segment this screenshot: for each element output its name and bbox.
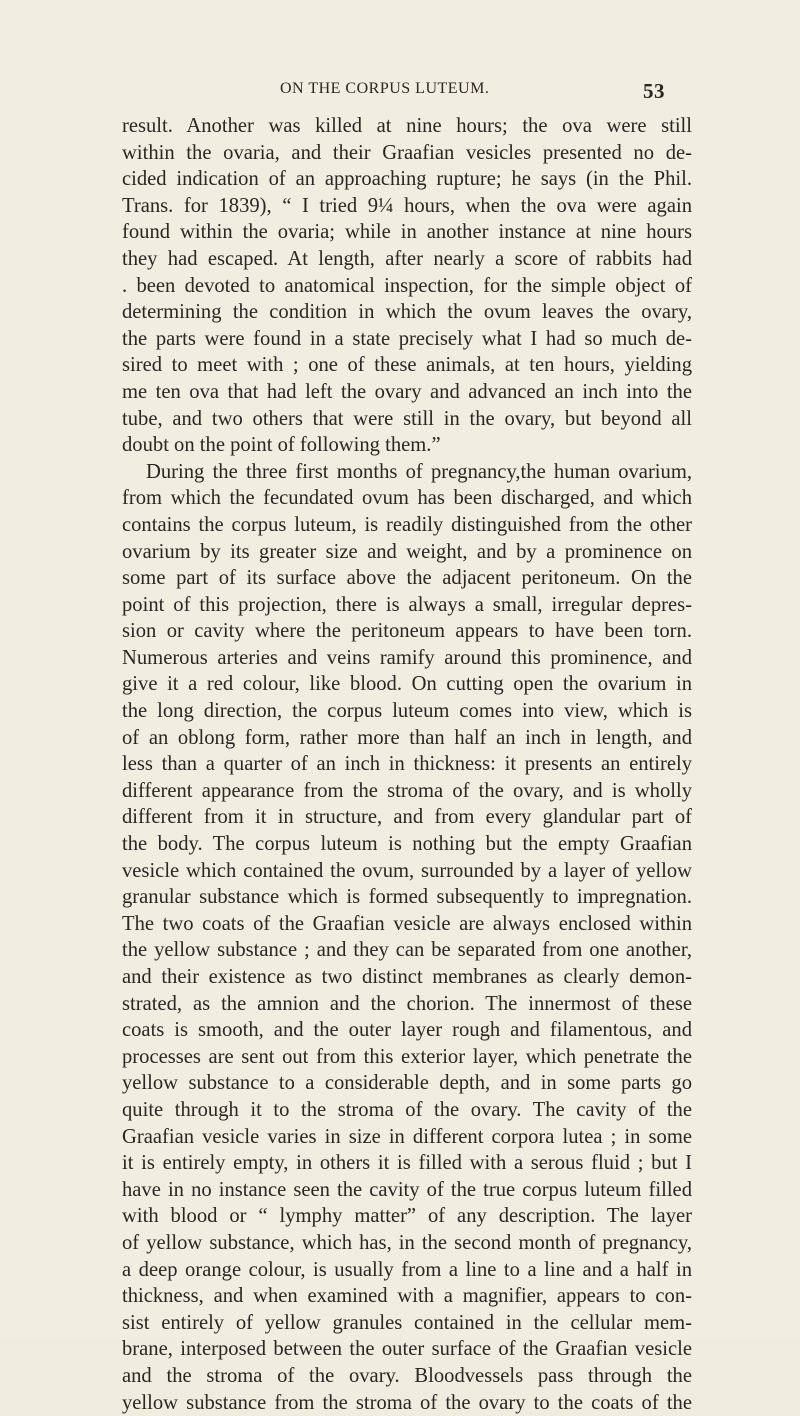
text-line: Graafian vesicle varies in size in different corpora lutea ; in some — [122, 1124, 692, 1151]
text-line: they had escaped. At length, after nearly a score of rabbits had — [122, 246, 692, 273]
text-line: point of this projection, there is always a small, irregular depres- — [122, 592, 692, 619]
text-line: found within the ovaria; while in another instance at nine hours — [122, 219, 692, 246]
text-line: processes are sent out from this exterior layer, which penetrate the — [122, 1044, 692, 1071]
text-line: strated, as the amnion and the chorion. The innermost of these — [122, 991, 692, 1018]
text-line: yellow substance from the stroma of the ovary to the coats of the — [122, 1390, 692, 1416]
text-line: from which the fecundated ovum has been discharged, and which — [122, 485, 692, 512]
text-line: of an oblong form, rather more than half an inch in length, and — [122, 725, 692, 752]
text-line: within the ovaria, and their Graafian vesicles presented no de- — [122, 140, 692, 167]
text-line: quite through it to the stroma of the ovary. The cavity of the — [122, 1097, 692, 1124]
text-line: and the stroma of the ovary. Bloodvessels pass through the — [122, 1363, 692, 1390]
text-line: of yellow substance, which has, in the second month of pregnancy, — [122, 1230, 692, 1257]
text-line: thickness, and when examined with a magnifier, appears to con- — [122, 1283, 692, 1310]
text-line: granular substance which is formed subsequently to impregnation. — [122, 884, 692, 911]
text-line: the long direction, the corpus luteum comes into view, which is — [122, 698, 692, 725]
text-line: have in no instance seen the cavity of the true corpus luteum filled — [122, 1177, 692, 1204]
text-line: Trans. for 1839), “ I tried 9¼ hours, when the ova were again — [122, 193, 692, 220]
text-line: vesicle which contained the ovum, surrounded by a layer of yellow — [122, 858, 692, 885]
text-line: me ten ova that had left the ovary and advanced an inch into the — [122, 379, 692, 406]
text-line: and their existence as two distinct membranes as clearly demon- — [122, 964, 692, 991]
text-line: result. Another was killed at nine hours; the ova were still — [122, 113, 692, 140]
page-number: 53 — [643, 79, 665, 104]
text-line: coats is smooth, and the outer layer rough and filamentous, and — [122, 1017, 692, 1044]
text-line: sired to meet with ; one of these animals, at ten hours, yielding — [122, 352, 692, 379]
text-line: brane, interposed between the outer surface of the Graafian vesicle — [122, 1336, 692, 1363]
text-line: sion or cavity where the peritoneum appears to have been torn. — [122, 618, 692, 645]
text-line: contains the corpus luteum, is readily distinguished from the other — [122, 512, 692, 539]
text-line: different from it in structure, and from every glandular part of — [122, 804, 692, 831]
text-line: determining the condition in which the ovum leaves the ovary, — [122, 299, 692, 326]
text-line: sist entirely of yellow granules contained in the cellular mem- — [122, 1310, 692, 1337]
text-line: doubt on the point of following them.” — [122, 432, 692, 459]
text-line: Numerous arteries and veins ramify around this prominence, and — [122, 645, 692, 672]
text-line: the yellow substance ; and they can be separated from one another, — [122, 937, 692, 964]
text-line: it is entirely empty, in others it is filled with a serous fluid ; but I — [122, 1150, 692, 1177]
text-line: The two coats of the Graafian vesicle are always enclosed within — [122, 911, 692, 938]
text-line: . been devoted to anatomical inspection, for the simple object of — [122, 273, 692, 300]
text-line: different appearance from the stroma of the ovary, and is wholly — [122, 778, 692, 805]
text-line: the body. The corpus luteum is nothing but the empty Graafian — [122, 831, 692, 858]
text-line: yellow substance to a considerable depth, and in some parts go — [122, 1070, 692, 1097]
text-line: ovarium by its greater size and weight, and by a prominence on — [122, 539, 692, 566]
running-title: ON THE CORPUS LUTEUM. — [280, 80, 489, 98]
text-line: a deep orange colour, is usually from a line to a line and a half in — [122, 1257, 692, 1284]
text-line: give it a red colour, like blood. On cutting open the ovarium in — [122, 671, 692, 698]
text-line: tube, and two others that were still in the ovary, but beyond all — [122, 406, 692, 433]
text-line: with blood or “ lymphy matter” of any description. The layer — [122, 1203, 692, 1230]
text-line: less than a quarter of an inch in thickness: it presents an entirely — [122, 751, 692, 778]
text-line: the parts were found in a state precisely what I had so much de- — [122, 326, 692, 353]
text-line: During the three first months of pregnancy,the human ovarium, — [122, 459, 692, 486]
text-line: some part of its surface above the adjacent peritoneum. On the — [122, 565, 692, 592]
text-line: cided indication of an approaching rupture; he says (in the Phil. — [122, 166, 692, 193]
body-text — [122, 113, 692, 1416]
